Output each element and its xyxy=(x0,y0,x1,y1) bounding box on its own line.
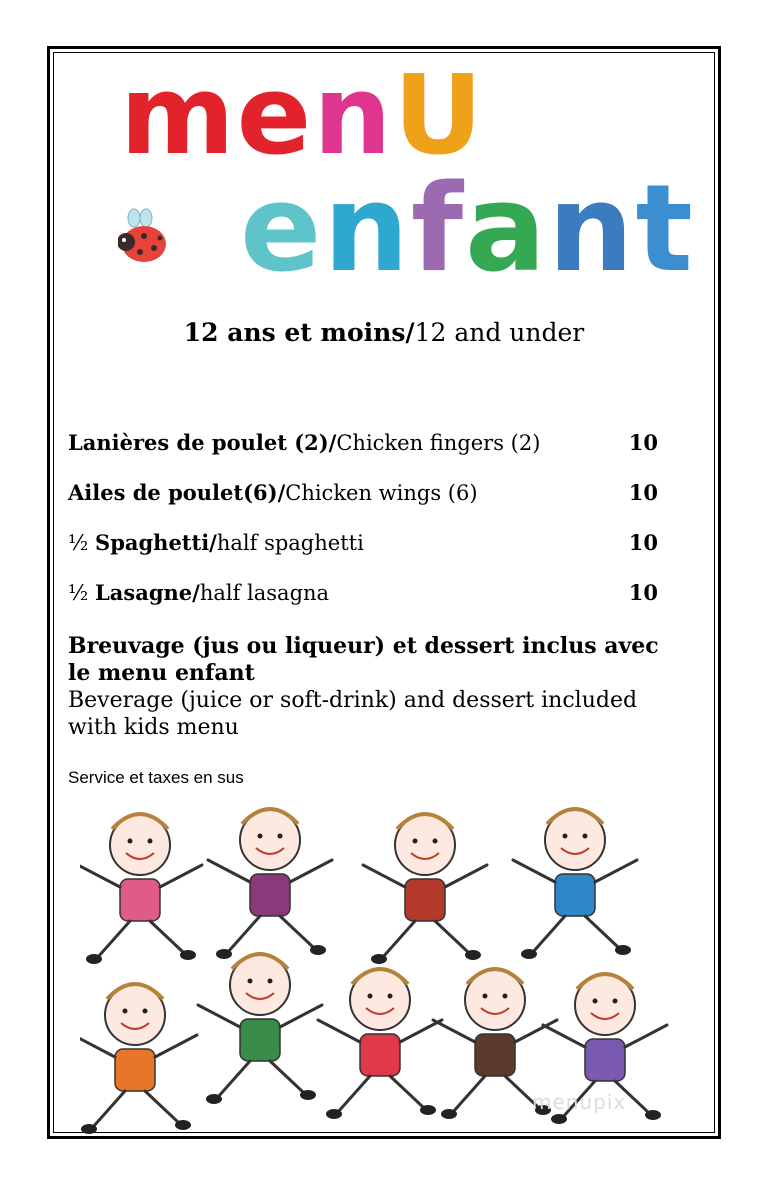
note-fr: Breuvage (jus ou liqueur) et dessert inclus avec le menu enfant xyxy=(68,633,659,686)
kid-figure xyxy=(80,984,197,1134)
title-letter: m xyxy=(120,51,237,179)
kid-figure xyxy=(198,954,322,1104)
title-letter: e xyxy=(236,51,314,179)
item-name-fr: Lasagne/ xyxy=(95,580,200,605)
note-en: Beverage (juice or soft-drink) and dessert included with kids menu xyxy=(68,688,638,740)
item-price: 10 xyxy=(628,430,658,455)
item-prefix: ½ xyxy=(68,531,96,555)
menu-item xyxy=(68,530,658,555)
subtitle-fr: 12 ans et moins/ xyxy=(183,318,415,347)
menu-item xyxy=(68,580,658,605)
title-letter: e xyxy=(240,160,324,299)
kid-figure xyxy=(80,814,202,964)
included-note xyxy=(68,633,668,741)
dancing-kids-illustration xyxy=(80,785,680,1135)
title-letter: n xyxy=(313,51,394,179)
watermark: menupix xyxy=(532,1090,627,1114)
service-note: Service et taxes en sus xyxy=(68,768,244,787)
title-letter: f xyxy=(410,160,466,299)
item-name-fr: Lanières de poulet (2)/ xyxy=(68,430,337,455)
item-name-en: Chicken wings (6) xyxy=(285,481,478,505)
item-price: 10 xyxy=(628,530,658,555)
title-letter: U xyxy=(393,51,485,179)
kid-figure xyxy=(318,969,442,1119)
menu-title-line1 xyxy=(120,51,485,179)
item-name-fr: Ailes de poulet(6)/ xyxy=(68,480,286,505)
title-letter: n xyxy=(548,160,636,299)
item-price: 10 xyxy=(628,480,658,505)
kid-figure xyxy=(363,814,487,964)
age-subtitle xyxy=(0,318,768,347)
item-name-fr: Spaghetti/ xyxy=(95,530,217,555)
kid-figure xyxy=(208,809,332,959)
ladybug-icon xyxy=(118,208,170,266)
kid-figure xyxy=(513,809,637,959)
item-name-en: half lasagna xyxy=(199,581,330,605)
menu-item xyxy=(68,480,658,505)
menu-item xyxy=(68,430,658,455)
title-letter: a xyxy=(465,160,549,299)
item-name-en: Chicken fingers (2) xyxy=(336,431,541,455)
item-prefix: ½ xyxy=(68,581,96,605)
item-name-en: half spaghetti xyxy=(216,531,364,555)
menu-title-line2 xyxy=(240,160,695,299)
item-price: 10 xyxy=(628,580,658,605)
subtitle-en: 12 and under xyxy=(414,318,585,347)
title-letter: t xyxy=(635,160,695,299)
title-letter: n xyxy=(323,160,411,299)
